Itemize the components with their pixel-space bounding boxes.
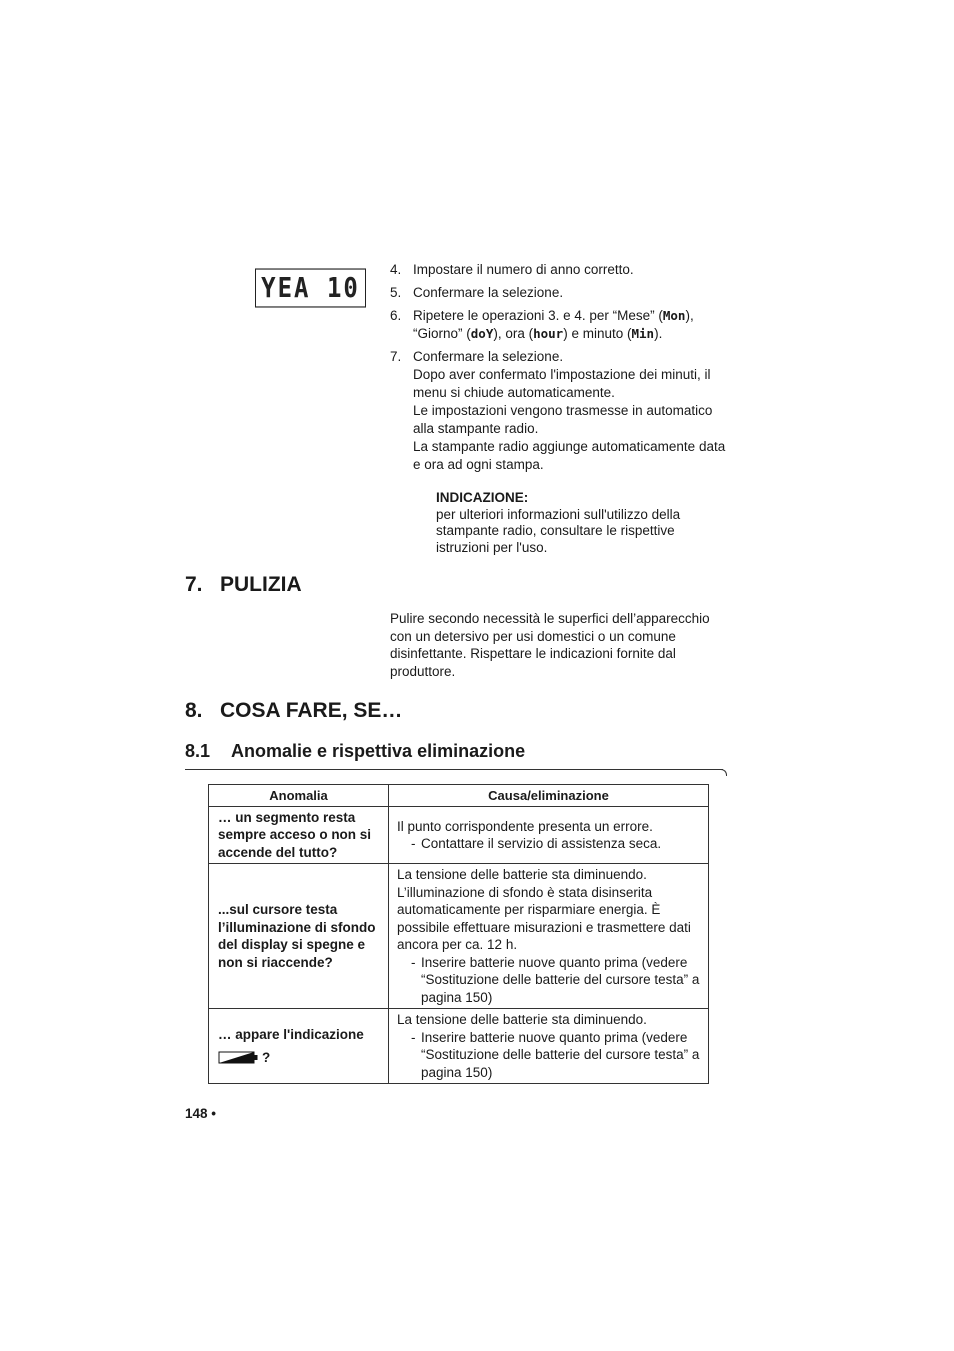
section-7-heading bbox=[185, 573, 302, 597]
note-text: per ulteriori informazioni sull'utilizzo della stampante radio, consultare le rispettive istruzioni per l'uso. bbox=[436, 506, 681, 555]
action-text: Inserire batterie nuove quanto prima (vedere “Sostituzione delle batterie del cursore testa” a pagina 150) bbox=[421, 1029, 700, 1080]
subsection-title: Anomalie e rispettiva eliminazione bbox=[231, 741, 526, 761]
low-battery-icon bbox=[218, 1051, 258, 1064]
troubleshooting-table bbox=[208, 784, 709, 1084]
cause-cell bbox=[389, 1009, 709, 1084]
section-number: 7. bbox=[185, 573, 203, 596]
step-text: Confermare la selezione. bbox=[413, 349, 564, 364]
action-text: Inserire batterie nuove quanto prima (vedere “Sostituzione delle batterie del cursore testa” a pagina 150) bbox=[421, 954, 700, 1005]
table-row bbox=[209, 807, 709, 864]
dash-bullet: - bbox=[411, 1029, 416, 1045]
step-text-part: ), bbox=[685, 308, 694, 323]
note-heading: INDICAZIONE: bbox=[436, 490, 529, 505]
battery-indicator-line bbox=[218, 1049, 382, 1067]
step-5 bbox=[390, 284, 735, 302]
step-text bbox=[413, 307, 735, 343]
table-header-row bbox=[209, 785, 709, 807]
subsection-number: 8.1 bbox=[185, 741, 211, 761]
section-8-heading bbox=[185, 699, 402, 723]
section-title: COSA FARE, SE… bbox=[220, 699, 403, 722]
step-text-part: ), ora ( bbox=[493, 326, 534, 341]
section-8-1-heading bbox=[185, 741, 525, 762]
step-4 bbox=[390, 261, 735, 279]
dash-bullet: - bbox=[411, 954, 416, 970]
seg-mon-label: Mon bbox=[662, 308, 686, 323]
cause-cell bbox=[389, 864, 709, 1009]
cause-text: La tensione delle batterie sta diminuendo. L’illuminazione di sfondo è stata disinserita automaticamente per risparmiare energia. È possibile effettuare misurazioni e trasmettere dati ancora per ca. 12 h. bbox=[397, 867, 691, 952]
anomaly-text: … appare l'indicazione bbox=[218, 1027, 364, 1042]
step-text-part: ). bbox=[654, 326, 663, 341]
section-title: PULIZIA bbox=[220, 573, 302, 596]
anomaly-cell bbox=[209, 1009, 389, 1084]
seg-min-label: Min bbox=[631, 326, 655, 341]
table-row bbox=[209, 864, 709, 1009]
step-detail: La stampante radio aggiunge automaticamente data e ora ad ogni stampa. bbox=[413, 439, 726, 472]
divider-end bbox=[721, 769, 727, 776]
step-text-part: Ripetere le operazioni 3. e 4. per “Mese” ( bbox=[413, 308, 663, 323]
step-detail: Le impostazioni vengono trasmesse in automatico alla stampante radio. bbox=[413, 403, 713, 436]
step-text-part: “Giorno” ( bbox=[413, 326, 471, 341]
action-text: Contattare il servizio di assistenza seca. bbox=[421, 836, 662, 851]
page-number: 148 • bbox=[185, 1106, 217, 1121]
cause-cell bbox=[389, 807, 709, 864]
step-text: Confermare la selezione. bbox=[413, 285, 564, 300]
instruction-steps bbox=[390, 261, 735, 479]
action-item bbox=[397, 835, 702, 853]
action-item bbox=[397, 954, 702, 1007]
anomaly-cell: … un segmento resta sempre acceso o non si accende del tutto? bbox=[209, 807, 389, 864]
seg-hour-label: hour bbox=[533, 326, 564, 341]
step-text-part: ) e minuto ( bbox=[563, 326, 632, 341]
cause-text: La tensione delle batterie sta diminuendo. bbox=[397, 1012, 647, 1027]
step-7 bbox=[390, 348, 735, 474]
divider bbox=[185, 769, 723, 770]
step-number: 6. bbox=[390, 308, 402, 323]
lcd-display-year: YEA 10 bbox=[255, 268, 366, 307]
step-number: 7. bbox=[390, 349, 402, 364]
action-item bbox=[397, 1029, 702, 1082]
column-header-anomaly: Anomalia bbox=[209, 785, 389, 807]
section-number: 8. bbox=[185, 699, 203, 722]
step-number: 5. bbox=[390, 285, 402, 300]
step-6 bbox=[390, 307, 735, 343]
step-text: Impostare il numero di anno corretto. bbox=[413, 262, 634, 277]
anomaly-cell: ...sul cursore testa l’illuminazione di sfondo del display si spegne e non si riaccende? bbox=[209, 864, 389, 1009]
table-row bbox=[209, 1009, 709, 1084]
step-number: 4. bbox=[390, 262, 402, 277]
cleaning-text: Pulire secondo necessità le superfici dell’apparecchio con un detersivo per usi domestici o un comune disinfettante. Rispettare le indicazioni fornite dal produttore. bbox=[390, 611, 710, 679]
dash-bullet: - bbox=[411, 836, 416, 851]
note-box bbox=[436, 490, 726, 556]
seg-day-label: doY bbox=[470, 326, 494, 341]
cause-text: Il punto corrispondente presenta un errore. bbox=[397, 818, 653, 834]
step-detail: Dopo aver confermato l'impostazione dei minuti, il menu si chiude automaticamente. bbox=[413, 367, 711, 400]
column-header-cause: Causa/eliminazione bbox=[389, 785, 709, 807]
question-mark: ? bbox=[262, 1049, 271, 1065]
